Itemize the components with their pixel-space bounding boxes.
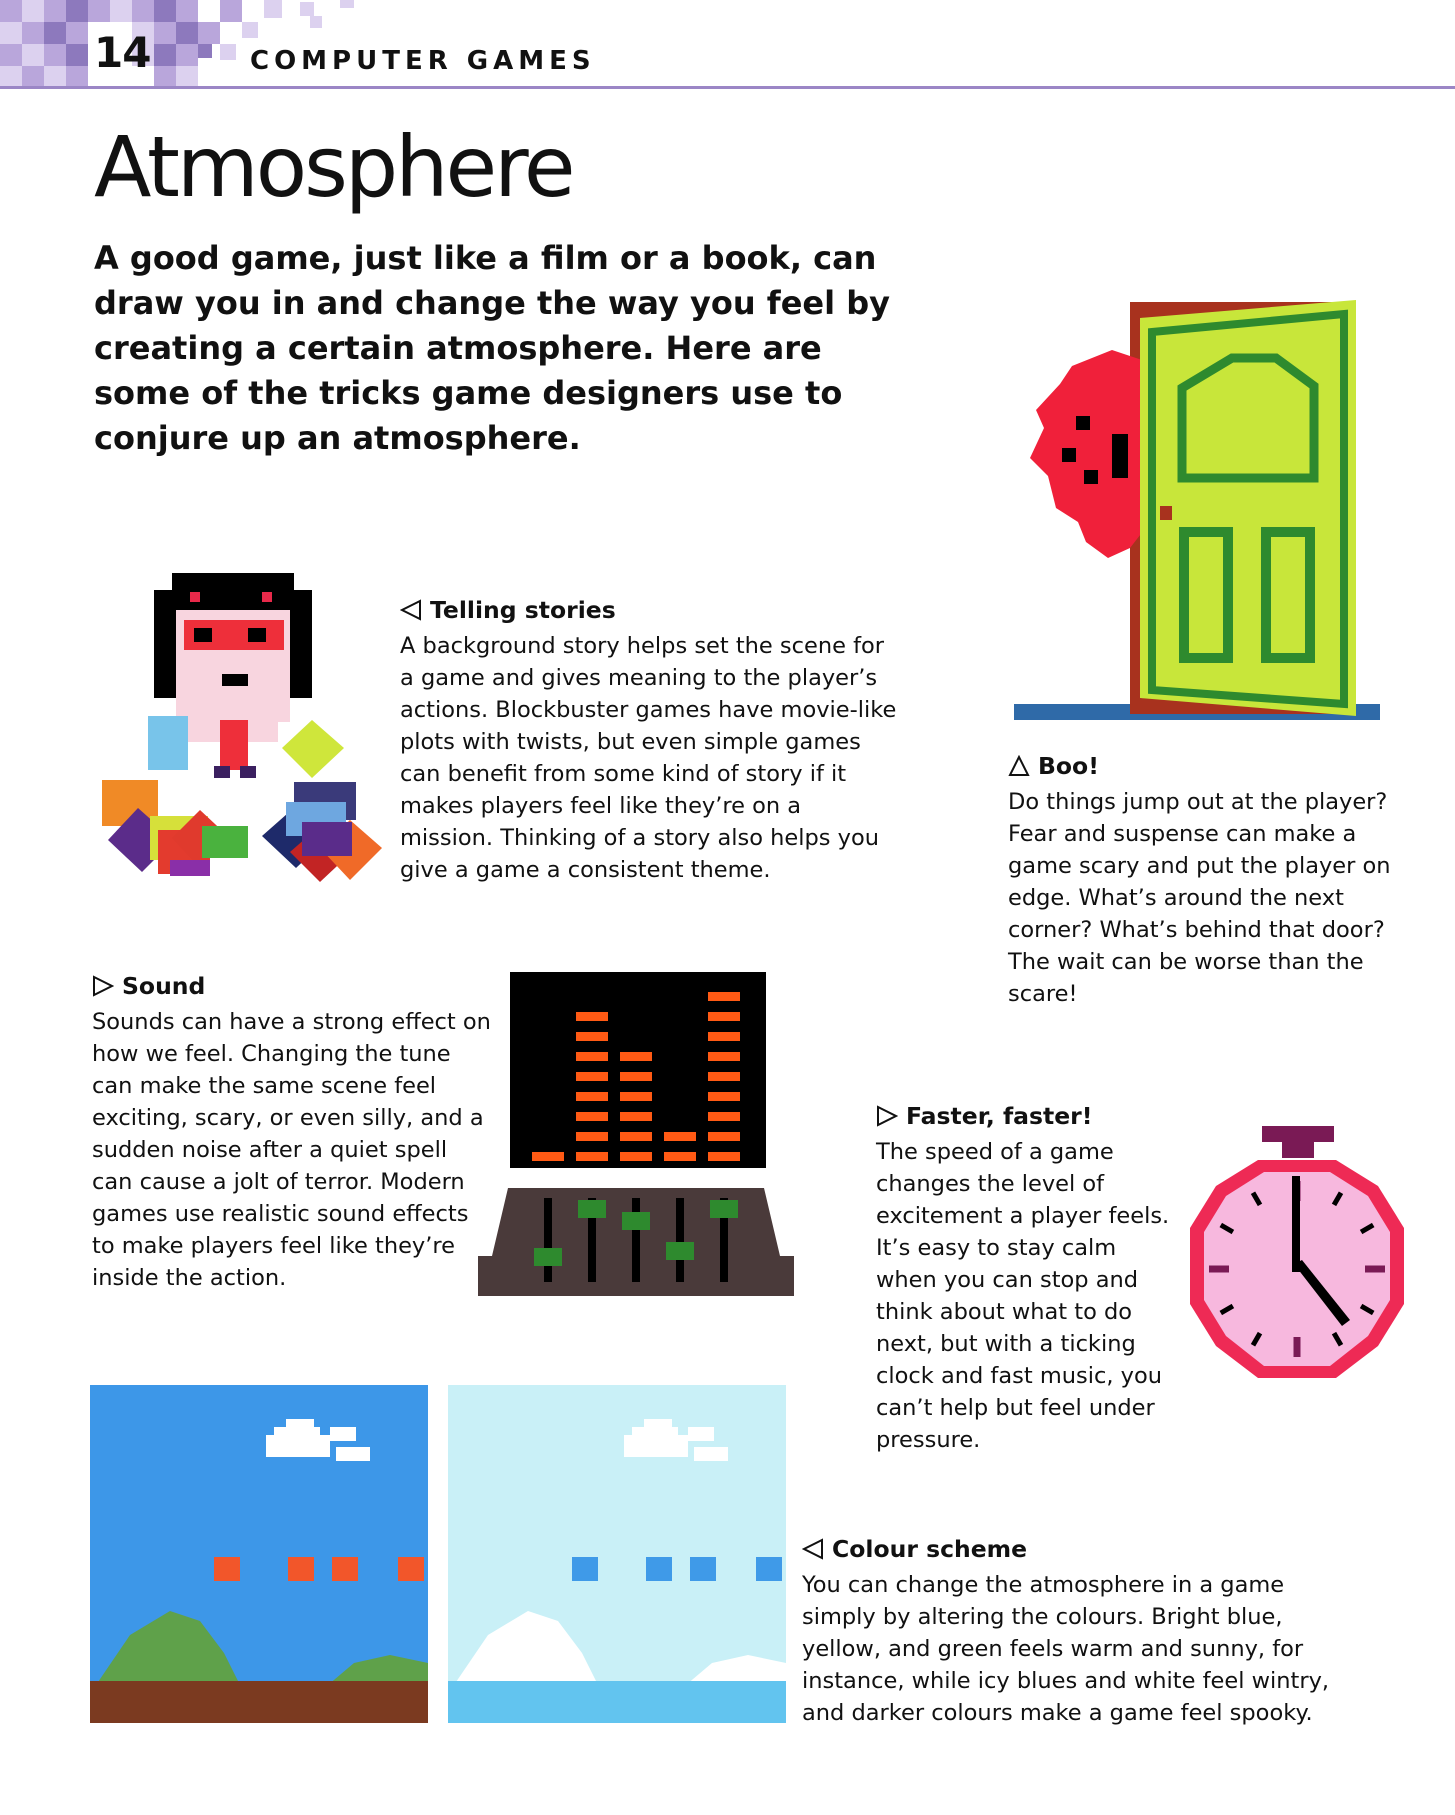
- faster-heading: Faster, faster!: [906, 1102, 1093, 1130]
- equalizer-segment: [576, 1032, 608, 1041]
- equalizer-segment: [708, 1112, 740, 1121]
- equalizer-segment: [576, 1052, 608, 1061]
- intro-paragraph: A good game, just like a film or a book, can draw you in and change the way you feel by creating a certain atmosphere. Here are some of the tricks game designers use to conjure up an atmosphere.: [94, 239, 890, 457]
- equalizer-segment: [576, 1092, 608, 1101]
- sound-text: Sounds can have a strong effect on how we feel. Changing the tune can make the same scene feel exciting, scary, or even silly, and a sudden noise after a quiet spell can cause a jolt of terror. Modern games use realistic sound effects to make players feel like they’re inside the action.: [92, 1009, 491, 1291]
- section-title: COMPUTER GAMES: [250, 46, 596, 76]
- sound-heading: Sound: [122, 972, 206, 1000]
- warm-landscape: [90, 1385, 428, 1723]
- equalizer-segment: [708, 1012, 740, 1021]
- equalizer-segment: [532, 1152, 564, 1161]
- colour-scheme-heading: Colour scheme: [832, 1535, 1028, 1563]
- stopwatch-illustration: [1182, 1124, 1412, 1392]
- caption-telling-stories: [400, 594, 900, 886]
- equalizer-segment: [620, 1072, 652, 1081]
- equalizer-segment: [708, 1092, 740, 1101]
- caption-colour-scheme: [802, 1533, 1362, 1729]
- caption-boo: [1008, 750, 1408, 1010]
- up-arrow-icon: [1008, 755, 1030, 777]
- equalizer-segment: [664, 1132, 696, 1141]
- faster-text: The speed of a game changes the level of excitement a player feels. It’s easy to stay calm when you can stop and think about what to do next, but with a ticking clock and fast music, you can’t help but feel under pressure.: [876, 1139, 1170, 1453]
- equalizer-segment: [620, 1112, 652, 1121]
- door-ghost-illustration: [1012, 298, 1382, 756]
- storyteller-illustration: [90, 570, 390, 895]
- equalizer-segment: [708, 1152, 740, 1161]
- mixer-desk: [478, 1186, 794, 1296]
- right-arrow-icon: [92, 975, 114, 997]
- equalizer-segment: [620, 1152, 652, 1161]
- equalizer-segment: [576, 1072, 608, 1081]
- colour-scheme-text: You can change the atmosphere in a game simply by altering the colours. Bright blue, yellow, and green feels warm and sunny, for instance, while icy blues and white feel wintry, and darker colours make a game feel spooky.: [802, 1572, 1330, 1726]
- boo-heading: Boo!: [1038, 752, 1099, 780]
- page-title: Atmosphere: [94, 118, 573, 216]
- equalizer-segment: [620, 1092, 652, 1101]
- boo-text: Do things jump out at the player? Fear and suspense can make a game scary and put the player on edge. What’s around the next corner? What’s behind that door? The wait can be worse than the scare!: [1008, 789, 1391, 1007]
- caption-faster: [876, 1100, 1176, 1456]
- equalizer-segment: [664, 1152, 696, 1161]
- telling-stories-heading: Telling stories: [430, 596, 616, 624]
- equalizer-segment: [620, 1132, 652, 1141]
- right-arrow-icon: [876, 1105, 898, 1127]
- caption-sound: [92, 970, 492, 1294]
- equalizer-segment: [708, 1032, 740, 1041]
- page-number: 14: [94, 28, 151, 77]
- equalizer-segment: [576, 1132, 608, 1141]
- telling-stories-text: A background story helps set the scene for a game and gives meaning to the player’s actions. Blockbuster games have movie-like plots with twists, but even simple games can benefit from some kind of story if it makes players feel like they’re on a mission. Thinking of a story also helps you give a game a consistent theme.: [400, 633, 897, 883]
- equalizer-segment: [576, 1152, 608, 1161]
- equalizer-segment: [708, 1052, 740, 1061]
- equalizer-display: [510, 972, 766, 1168]
- equalizer-segment: [708, 1072, 740, 1081]
- equalizer-segment: [620, 1052, 652, 1061]
- left-arrow-icon: [400, 599, 422, 621]
- equalizer-segment: [576, 1112, 608, 1121]
- left-arrow-icon: [802, 1538, 824, 1560]
- equalizer-segment: [708, 992, 740, 1001]
- icy-landscape: [448, 1385, 786, 1723]
- equalizer-segment: [576, 1012, 608, 1021]
- equalizer-segment: [708, 1132, 740, 1141]
- header-rule: [0, 86, 1455, 89]
